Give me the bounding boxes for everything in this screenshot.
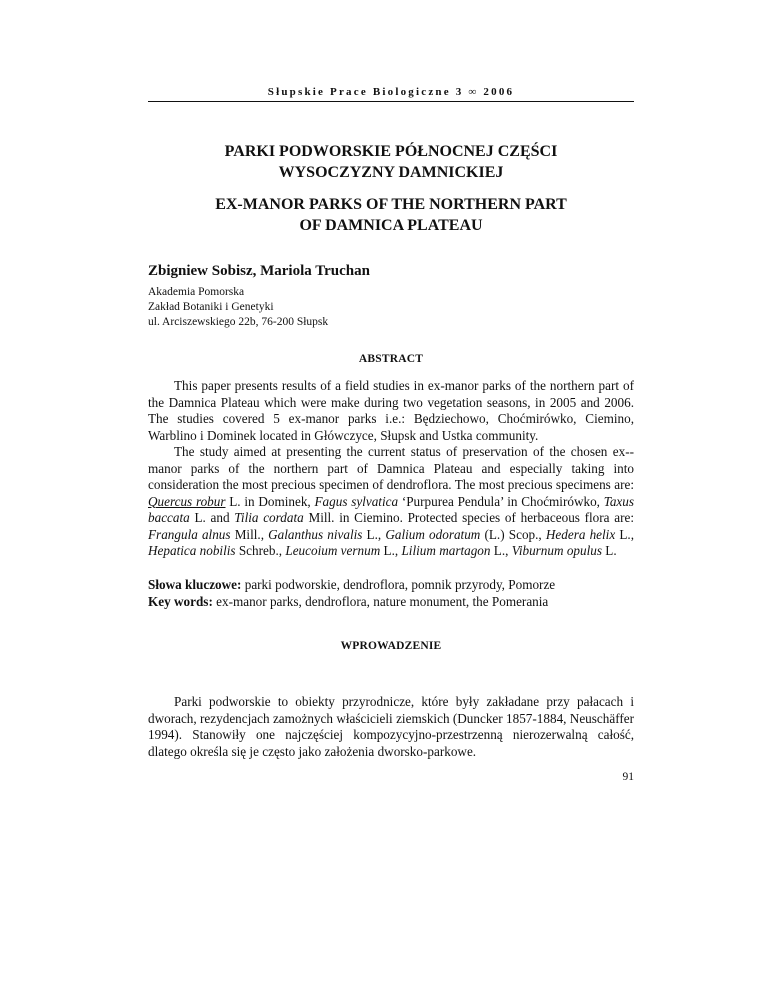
text-run: L., xyxy=(380,543,402,558)
keywords-polish-value: parki podworskie, dendroflora, pomnik przyrody, Pomorze xyxy=(241,577,556,592)
running-head: Słupskie Prace Biologiczne 3 ∞ 2006 xyxy=(267,86,515,98)
keywords-polish-label: Słowa kluczowe: xyxy=(148,577,242,592)
introduction-heading: WPROWADZENIE xyxy=(340,640,442,652)
keywords-polish xyxy=(148,577,634,594)
text-run: L., xyxy=(490,543,512,558)
keywords-english xyxy=(148,594,634,611)
species-name: Taxus baccata xyxy=(148,493,635,525)
text-run: L. and xyxy=(189,510,235,525)
species-name: Quercus robur xyxy=(148,493,226,509)
keywords-english-label: Key words: xyxy=(148,593,213,609)
title-english-line-1: EX-MANOR PARKS OF THE NORTHERN PART xyxy=(215,196,567,213)
text-run: L., xyxy=(362,526,386,542)
abstract-paragraph-1: This paper presents results of a field studies in ex-manor parks of the northern part of the Damnica Plateau which were make during two vegetation seasons, in 2005 and 2006. The studies covered 5 ex-manor parks i.e.: Będziechowo, Choćmirówko, Ciemino, Warblino i Dominek located in Główczyce, Słupsk and Ustka community. xyxy=(148,378,634,443)
text-run: L. in Dominek, xyxy=(225,493,315,509)
species-name: Hepatica nobilis xyxy=(148,543,236,558)
keywords-english-value: ex-manor parks, dendroflora, nature monument, the Pomerania xyxy=(212,593,549,609)
title-polish xyxy=(148,141,634,183)
abstract-paragraph-2 xyxy=(148,444,634,560)
abstract-heading: ABSTRACT xyxy=(358,353,424,365)
text-run: (L.) Scop., xyxy=(480,526,546,542)
affiliation-line-1: Akademia Pomorska xyxy=(148,286,245,298)
species-name: Hedera helix xyxy=(545,526,616,542)
species-name: Leucoium vernum xyxy=(285,543,381,558)
keywords-block xyxy=(148,577,634,610)
text-run: L., xyxy=(615,526,634,542)
species-name: Galanthus nivalis xyxy=(268,526,363,542)
species-name: Viburnum opulus xyxy=(511,543,602,558)
abstract-body xyxy=(148,378,634,560)
text-run: L. xyxy=(602,543,617,558)
text-run: Mill., xyxy=(230,526,269,542)
affiliation-line-2: Zakład Botaniki i Genetyki xyxy=(148,301,274,313)
affiliation xyxy=(148,285,328,330)
introduction-body xyxy=(148,694,634,760)
title-english-line-2: OF DAMNICA PLATEAU xyxy=(299,217,483,234)
title-polish-line-1: PARKI PODWORSKIE PÓŁNOCNEJ CZĘŚCI xyxy=(224,143,558,160)
title-english xyxy=(148,194,634,236)
species-name: Galium odoratum xyxy=(385,526,481,542)
header-rule xyxy=(148,101,634,102)
species-name: Tilia cordata xyxy=(234,510,304,525)
page-number: 91 xyxy=(622,771,634,783)
text-run: The study aimed at presenting the current status of preservation of the chosen ex--manor parks of the northern part of Damnica Plateau and especially taking into consideration the most precious specimen of dendroflora. The most precious specimens are: xyxy=(148,444,634,492)
species-name: Fagus sylvatica xyxy=(314,493,399,509)
affiliation-line-3: ul. Arciszewskiego 22b, 76-200 Słupsk xyxy=(148,316,329,328)
text-run: ‘Purpurea Pendula’ in Choćmirówko, xyxy=(398,493,604,509)
species-name: Frangula alnus xyxy=(148,526,231,542)
text-run: Schreb., xyxy=(235,543,286,558)
species-name: Lilium martagon xyxy=(401,543,491,558)
authors: Zbigniew Sobisz, Mariola Truchan xyxy=(148,263,370,279)
title-polish-line-2: WYSOCZYZNY DAMNICKIEJ xyxy=(278,164,504,181)
introduction-paragraph: Parki podworskie to obiekty przyrodnicze, które były zakładane przy pałacach i dworach, rezydencjach zamożnych właścicieli ziemskich (Duncker 1857-1884, Neuschäffer 1994). Stanowiły one najczęściej kompozycyjno-przestrzenną nierozerwalną całość, dlatego określa się je często jako założenia dworsko-parkowe. xyxy=(148,694,634,759)
text-run: Mill. in Ciemino. Protected species of herbaceous flora are: xyxy=(303,510,635,525)
